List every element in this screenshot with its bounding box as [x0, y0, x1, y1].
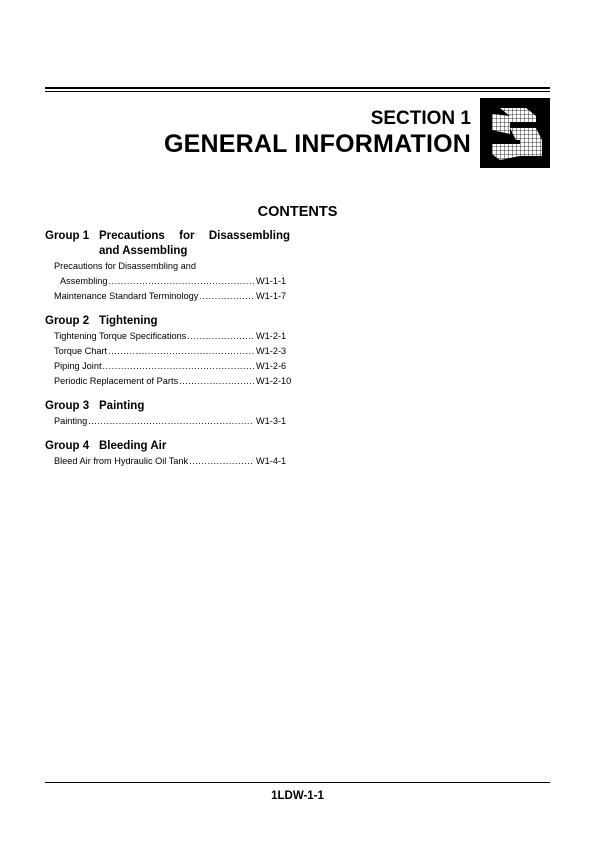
toc-entry[interactable] — [45, 329, 290, 344]
table-of-contents — [45, 229, 290, 479]
entry-page: W1-1-7 — [256, 291, 287, 301]
entry-page: W1-1-1 — [256, 276, 287, 286]
group-heading-continued — [45, 244, 290, 259]
toc-entry[interactable] — [45, 289, 290, 304]
entry-label: Bleed Air from Hydraulic Oil Tank — [54, 456, 189, 466]
group-heading — [45, 229, 290, 244]
entry-label: Precautions for Disassembling and — [54, 261, 196, 271]
group-heading — [45, 399, 290, 414]
dot-leader — [88, 414, 254, 429]
dot-leader — [189, 454, 254, 469]
entry-label: Piping Joint — [54, 361, 102, 371]
toc-entry[interactable] — [45, 274, 290, 289]
entry-page: W1-3-1 — [256, 416, 287, 426]
page-id: 1LDW-1-1 — [271, 790, 324, 802]
entry-label: Assembling — [60, 276, 108, 286]
toc-group-3 — [45, 399, 290, 429]
toc-entry[interactable] — [45, 359, 290, 374]
entry-page: W1-2-3 — [256, 346, 287, 356]
group-title: Bleeding Air — [99, 440, 167, 452]
entry-page: W1-4-1 — [256, 456, 287, 466]
group-number: Group 4 — [45, 440, 90, 452]
group-title: Precautions for Disassembling — [99, 230, 290, 242]
contents-title: CONTENTS — [257, 204, 338, 220]
group-number: Group 1 — [45, 230, 90, 242]
group-heading — [45, 314, 290, 329]
dot-leader — [187, 329, 254, 344]
group-heading — [45, 439, 290, 454]
section-title: GENERAL INFORMATION — [163, 130, 471, 158]
toc-entry[interactable] — [45, 344, 290, 359]
dot-leader — [199, 289, 254, 304]
entry-page: W1-2-6 — [256, 361, 287, 371]
group-number: Group 2 — [45, 315, 90, 327]
group-title: Tightening — [99, 315, 158, 327]
toc-entry[interactable] — [45, 374, 290, 389]
entry-label: Periodic Replacement of Parts — [54, 376, 179, 386]
entry-page: W1-2-10 — [256, 376, 292, 386]
toc-group-1 — [45, 229, 290, 304]
group-number: Group 3 — [45, 400, 90, 412]
cube-s-logo-graphic — [480, 98, 550, 168]
entry-label: Tightening Torque Specifications — [54, 331, 187, 341]
dot-leader — [108, 344, 254, 359]
group-title: Painting — [99, 400, 145, 412]
cube-s-logo-icon — [480, 98, 550, 168]
toc-entry[interactable] — [45, 259, 290, 274]
entry-label: Painting — [54, 416, 88, 426]
dot-leader — [179, 374, 254, 389]
toc-entry[interactable] — [45, 414, 290, 429]
toc-group-2 — [45, 314, 290, 389]
dot-leader — [109, 274, 255, 289]
toc-group-4 — [45, 439, 290, 469]
toc-entry[interactable] — [45, 454, 290, 469]
entry-page: W1-2-1 — [256, 331, 287, 341]
dot-leader — [103, 359, 255, 374]
group-title-line2: and Assembling — [99, 245, 188, 257]
header-rule-thick — [45, 87, 550, 89]
footer-rule — [45, 782, 550, 783]
entry-label: Maintenance Standard Terminology — [54, 291, 199, 301]
header-rule-thin — [45, 91, 550, 92]
entry-label: Torque Chart — [54, 346, 108, 356]
section-label: SECTION 1 — [370, 108, 471, 129]
